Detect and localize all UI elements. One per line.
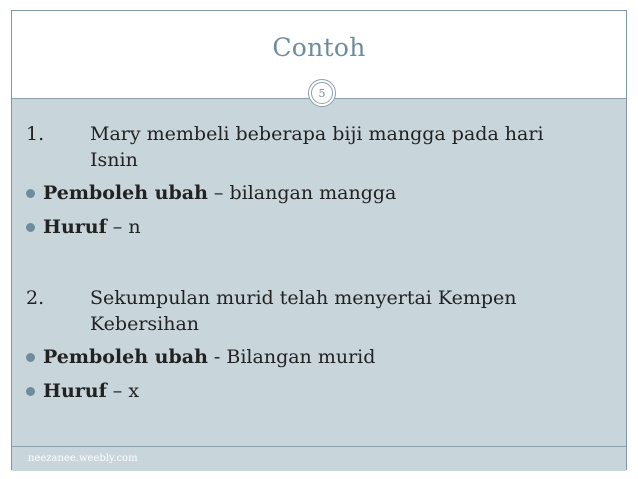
- item-2-line-2: Kebersihan: [90, 313, 200, 335]
- bullet-icon: [26, 387, 35, 396]
- bullet-text: – x: [106, 380, 140, 402]
- slide-body: [12, 98, 626, 447]
- item-2-text-line-1: Sekumpulan murid telah menyertai Kempen: [90, 287, 517, 309]
- bullet-label: Pemboleh ubah: [43, 346, 208, 368]
- bullet-icon: [26, 189, 35, 198]
- item-2-number: 2.: [26, 287, 45, 309]
- page-number-badge: [308, 79, 336, 107]
- item-1-number: 1.: [26, 123, 45, 145]
- page-number: 5: [318, 86, 326, 100]
- bullet-label: Pemboleh ubah: [43, 182, 208, 204]
- bullet-text: – n: [106, 216, 141, 238]
- item-1-bullet-2: [26, 214, 141, 240]
- bullet-icon: [26, 353, 35, 362]
- bullet-label: Huruf: [43, 380, 107, 402]
- footer-text: neezanee.weebly.com: [28, 453, 138, 464]
- item-1-line-2: Isnin: [90, 149, 138, 171]
- item-1-text-line-1: Mary membeli beberapa biji mangga pada hari: [90, 123, 544, 145]
- bullet-text: - Bilangan murid: [207, 346, 376, 368]
- bullet-label: Huruf: [43, 216, 107, 238]
- item-2-bullet-2: [26, 378, 139, 404]
- bullet-icon: [26, 223, 35, 232]
- slide-title: Contoh: [272, 33, 366, 62]
- footer-area: [12, 446, 626, 471]
- slide: [11, 10, 627, 470]
- bullet-text: – bilangan mangga: [207, 182, 397, 204]
- item-2-bullet-1: [26, 344, 375, 370]
- item-1-bullet-1: [26, 180, 396, 206]
